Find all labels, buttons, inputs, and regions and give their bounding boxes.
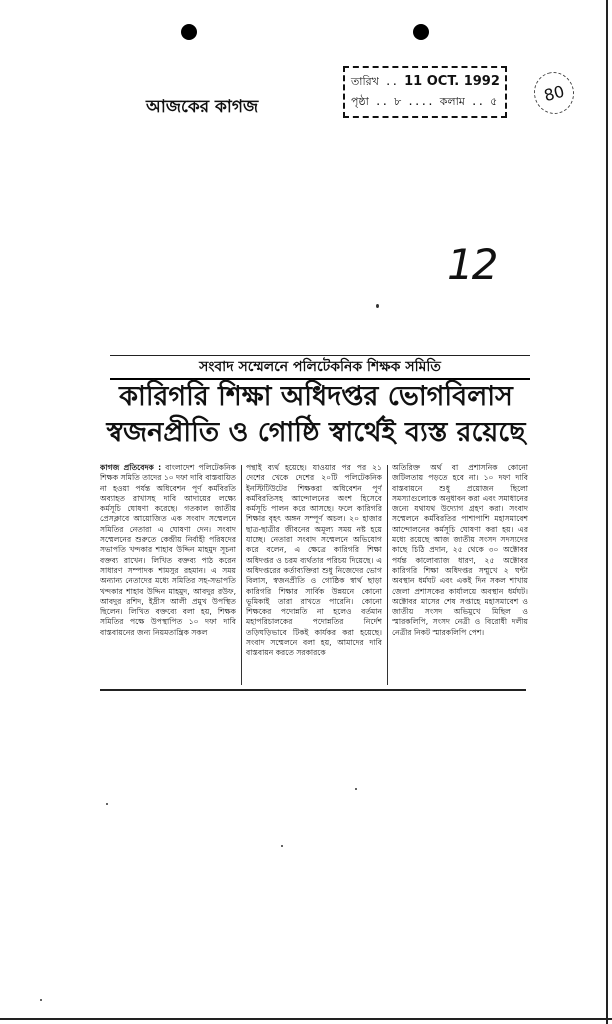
archive-number-mark: 80 [529,68,579,119]
scan-speck [376,304,379,308]
article-byline: কাগজ প্রতিবেদক : [100,463,162,472]
article-column-3: অতিরিক্ত অর্থ বা প্রশাসনিক কোনো জটিলতায় পড়তে হবে না। ১০ দফা দাবি বাস্তবায়নে শুধু প্রয়োজন ছিলো সমস্যাগুলোকে অনুধাবন করা এবং সমাধানের জন্যে যথাযথ উদ্যোগ গ্রহণ করা। সংবাদ সম্মেলনে কর্মবিরতির পাশাপাশি মহাসমাবেশ আন্দোলনের কর্মসূচি ঘোষণা করা হয়। এর মধ্যে রয়েছে আজ জাতীয় সংসদ সদস্যদের কাছে চিঠি প্রদান, ২৫ থেকে ৩০ অক্টোবর পর্যন্ত কালোব্যাজ ধারণ, ২৫ অক্টোবর কারিগরি শিক্ষা অধিদপ্তর সম্মুখে ২ ঘন্টা অবস্থান ধর্মঘট এবং একই দিন সকল শাখায় জেলা প্রশাসকের কার্যালয়ে অবস্থান ধর্মঘট। অক্টোবর মাসের শেষ সপ্তাহে মহাসমাবেশ ও জাতীয় সংসদ অভিমুখে মিছিল ও স্মারকলিপি, সংসদ নেত্রী ও বিরোধী দলীয় নেত্রীর নিকট স্মারকলিপি পেশ। [392,463,528,637]
article-kicker: সংবাদ সম্মেলনে পলিটেকনিক শিক্ষক সমিতি [110,355,530,380]
news-article [96,353,528,693]
archive-date-stamp: তারিখ .. 11 OCT. 1992 পৃষ্ঠা .. ৮ .... কলাম .. ৫ [343,66,507,118]
scan-speck [355,788,357,790]
punch-hole-right [413,24,429,40]
article-column-1-text: বাংলাদেশ পলিটেকনিক শিক্ষক সমিতি তাদের ১০ দফা দাবি বাস্তবায়িত না হওয়া পর্যন্ত অধিবেশন পূর্ণ কর্মবিরতি অব্যাহত রাখাসহ দাবি আদায়ের লক্ষ্যে কর্মসূচি ঘোষণা করেছে। গতকাল জাতীয় প্রেসক্লাবে আয়োজিত এক সংবাদ সম্মেলনে সমিতির নেতারা এ ঘোষণা দেন। সংবাদ সম্মেলনের শুরুতে কেন্দ্রীয় নির্বাহী পরিষদের সভাপতি খন্দকার শাহাব উদ্দিন মাহমুদ সূচনা বক্তব্য রাখেন। লিখিত বক্তব্য পাঠ করেন সাধারণ সম্পাদক শামসুর রহমান। এ সময় অন্যান্য নেতাদের মধ্যে সমিতির সহ-সভাপতি খন্দকার শাহাব উদ্দিন মাহমুদ, আবদুর রউফ, আবদুর রশিদ, ইদ্রীস আলী প্রমুখ উপস্থিত ছিলেন। লিখিত বক্তব্যে বলা হয়, শিক্ষক সমিতির পক্ষে উপস্থাপিত ১০ দফা দাবি বাস্তবায়নের জন্য নিয়মতান্ত্রিক সকল [100,463,236,637]
article-column-2: পন্থাই ব্যর্থ হয়েছে। যাওয়ার পর পর ২১ দেশের খেকে দেশের ২০টি পলিটেকনিক ইনস্টিটিউটের শিক্ষকরা অধিবেশন পূর্ণ কর্মবিরতিসহ আন্দোলনের অংশ হিসেবে কর্মসূচি পালন করে আসছে। ফলে কারিগরি শিক্ষার বৃহৎ অঙ্গন সম্পূর্ণ অচল। ২০ হাজার ছাত্র-ছাত্রীর জীবনের অমূল্য সময় নষ্ট হয়ে যাচ্ছে। নেতারা সংবাদ সম্মেলনে অভিযোগ করে বলেন, এ ক্ষেত্রে কারিগরি শিক্ষা অধিদপ্তর ও চরম ব্যর্থতার পরিচয় দিয়েছে। এ অধিদপ্তরের কর্তাব্যক্তিরা শুধু নিজেদের ভোগ বিলাস, স্বজনপ্রীতি ও গোষ্ঠিক স্বার্থ ছাড়া কারিগরি শিক্ষার সার্বিক উন্নয়নে কোনো ভূমিকাই তারা রাখতে পারেনি। কোনো শিক্ষকের পদোন্নতি না হলেও বর্তমান মহাপরিচালকের পদোন্নতির নির্দেশ তড়িঘড়িভাবে টিকই কার্যকর করা হয়েছে। সংবাদ সম্মেলনে বলা হয়, আমাদের দাবি বাস্তবায়ন করতে সরকারকে [246,463,382,658]
stamp-column-label: কলাম [439,95,465,108]
scan-speck [281,845,283,847]
column-divider [241,465,242,685]
stamp-column: ৫ [490,95,498,108]
page-edge-right [606,0,608,1024]
column-divider [387,465,388,685]
stamp-page-label: পৃষ্ঠা [351,95,369,108]
punch-hole-left [181,24,197,40]
publication-name: আজকের কাগজ [146,97,259,117]
article-column-1 [100,463,236,689]
stamp-date: 11 OCT. 1992 [404,74,500,89]
article-headline-line-1: কারিগরি শিক্ষা অধিদপ্তর ভোগবিলাস [119,381,513,412]
scan-speck [106,803,108,805]
stamp-date-label: তারিখ [351,75,379,88]
page-edge-bottom [0,1018,612,1020]
handwritten-number: 12 [447,240,497,289]
stamp-page: ৮ [394,95,402,108]
scan-speck [40,999,42,1001]
article-bottom-rule [100,689,526,691]
article-headline-line-2: স্বজনপ্রীতি ও গোষ্ঠি স্বার্থেই ব্যস্ত রয়েছে [106,417,526,448]
